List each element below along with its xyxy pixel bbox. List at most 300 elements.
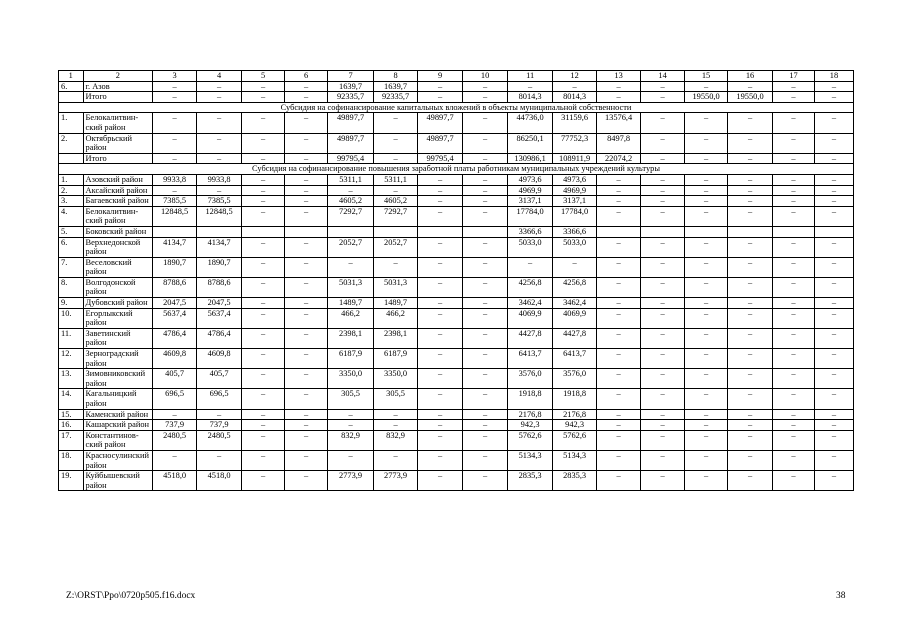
value-cell: – (773, 133, 815, 153)
value-cell: – (728, 206, 773, 226)
value-cell: 1890,7 (153, 257, 197, 277)
row-number-cell: 2. (59, 133, 84, 153)
value-cell: – (814, 430, 853, 450)
value-cell: 49897,7 (418, 113, 463, 133)
value-cell: 4786,4 (153, 328, 197, 348)
value-cell: – (728, 81, 773, 92)
value-cell: – (418, 185, 463, 196)
value-cell: – (285, 450, 328, 470)
value-cell: – (242, 153, 285, 164)
value-cell: – (814, 277, 853, 297)
value-cell: 6413,7 (508, 349, 553, 369)
value-cell: 5762,6 (553, 430, 597, 450)
row-number-cell: 10. (59, 308, 84, 328)
column-number-cell: 17 (773, 71, 815, 82)
value-cell: – (197, 92, 242, 103)
value-cell: – (328, 409, 374, 420)
value-cell: – (641, 471, 685, 491)
value-cell: 5134,3 (553, 450, 597, 470)
value-cell: – (685, 389, 728, 409)
value-cell: – (153, 133, 197, 153)
value-cell: 8014,3 (508, 92, 553, 103)
value-cell: 2047,5 (197, 298, 242, 309)
value-cell: – (242, 277, 285, 297)
value-cell: – (685, 450, 728, 470)
value-cell: – (285, 237, 328, 257)
value-cell: 4518,0 (197, 471, 242, 491)
table-row (59, 174, 854, 185)
value-cell: – (814, 389, 853, 409)
value-cell: – (418, 349, 463, 369)
value-cell: 2047,5 (153, 298, 197, 309)
value-cell: – (597, 237, 641, 257)
value-cell: 696,5 (153, 389, 197, 409)
column-number-cell: 3 (153, 71, 197, 82)
table-row (59, 349, 854, 369)
value-cell: 942,3 (553, 420, 597, 431)
value-cell: – (685, 298, 728, 309)
value-cell: 19550,0 (728, 92, 773, 103)
value-cell: – (597, 257, 641, 277)
value-cell: – (685, 349, 728, 369)
value-cell: 2773,9 (374, 471, 418, 491)
value-cell: – (728, 185, 773, 196)
value-cell: – (728, 420, 773, 431)
value-cell: 19550,0 (685, 92, 728, 103)
value-cell: – (641, 409, 685, 420)
row-number-cell: 3. (59, 196, 84, 207)
value-cell: – (597, 430, 641, 450)
value-cell: – (242, 328, 285, 348)
value-cell: – (814, 308, 853, 328)
column-number-row (59, 71, 854, 82)
row-number-cell: 9. (59, 298, 84, 309)
district-name-cell: Дубовский район (83, 298, 153, 309)
row-number-cell: 19. (59, 471, 84, 491)
section-title: Субсидия на софинансирование капитальных вложений в объекты муниципальной собственности (59, 102, 854, 113)
value-cell: – (285, 81, 328, 92)
value-cell: – (463, 328, 508, 348)
value-cell: – (285, 133, 328, 153)
value-cell: – (374, 409, 418, 420)
value-cell: – (374, 185, 418, 196)
total-row (59, 92, 854, 103)
value-cell: – (814, 206, 853, 226)
value-cell: – (197, 409, 242, 420)
value-cell: – (463, 237, 508, 257)
row-number-cell: 1. (59, 174, 84, 185)
value-cell: – (463, 206, 508, 226)
table-row (59, 206, 854, 226)
value-cell: 13576,4 (597, 113, 641, 133)
value-cell (153, 226, 197, 237)
value-cell: – (418, 328, 463, 348)
footer-file-path: Z:\ORST\Ppo\0720p505.f16.docx (66, 591, 196, 601)
value-cell: 305,5 (374, 389, 418, 409)
value-cell: – (285, 257, 328, 277)
value-cell: – (773, 185, 815, 196)
value-cell: – (418, 308, 463, 328)
row-number-cell: 12. (59, 349, 84, 369)
value-cell: – (597, 369, 641, 389)
value-cell: – (418, 420, 463, 431)
value-cell: 86250,1 (508, 133, 553, 153)
value-cell (418, 226, 463, 237)
value-cell: – (773, 409, 815, 420)
value-cell: – (463, 92, 508, 103)
value-cell: – (242, 113, 285, 133)
value-cell: 305,5 (328, 389, 374, 409)
value-cell: 5134,3 (508, 450, 553, 470)
row-number-cell: 11. (59, 328, 84, 348)
value-cell: – (597, 328, 641, 348)
value-cell: – (814, 257, 853, 277)
value-cell: 4256,8 (508, 277, 553, 297)
value-cell: 3462,4 (508, 298, 553, 309)
value-cell: – (685, 257, 728, 277)
value-cell: – (374, 257, 418, 277)
value-cell: 6187,9 (328, 349, 374, 369)
value-cell: – (153, 185, 197, 196)
value-cell: – (463, 450, 508, 470)
table-row (59, 257, 854, 277)
value-cell (374, 226, 418, 237)
district-name-cell: Кагальницкий район (83, 389, 153, 409)
value-cell: – (285, 206, 328, 226)
table-row (59, 113, 854, 133)
table-row (59, 185, 854, 196)
value-cell: – (197, 113, 242, 133)
value-cell: – (773, 308, 815, 328)
value-cell: – (773, 237, 815, 257)
value-cell: – (641, 81, 685, 92)
value-cell: 2835,3 (553, 471, 597, 491)
value-cell: – (641, 92, 685, 103)
value-cell: 5637,4 (153, 308, 197, 328)
value-cell: 1639,7 (374, 81, 418, 92)
district-name-cell: Заветинский район (83, 328, 153, 348)
value-cell: 3350,0 (328, 369, 374, 389)
row-number-cell (59, 92, 84, 103)
value-cell: 2835,3 (508, 471, 553, 491)
value-cell: 2480,5 (153, 430, 197, 450)
value-cell: – (418, 277, 463, 297)
value-cell: – (285, 328, 328, 348)
value-cell: – (685, 328, 728, 348)
table-row (59, 420, 854, 431)
value-cell: – (374, 113, 418, 133)
value-cell: – (242, 81, 285, 92)
value-cell: – (597, 420, 641, 431)
value-cell: 832,9 (328, 430, 374, 450)
column-number-cell: 13 (597, 71, 641, 82)
value-cell: – (463, 409, 508, 420)
value-cell: – (685, 185, 728, 196)
value-cell: – (685, 133, 728, 153)
value-cell: 4969,9 (553, 185, 597, 196)
value-cell: – (285, 471, 328, 491)
value-cell: 3350,0 (374, 369, 418, 389)
value-cell: – (641, 113, 685, 133)
value-cell: 12848,5 (197, 206, 242, 226)
value-cell: – (641, 196, 685, 207)
district-name-cell: г. Азов (83, 81, 153, 92)
value-cell (814, 226, 853, 237)
value-cell: 8014,3 (553, 92, 597, 103)
value-cell: – (814, 133, 853, 153)
value-cell: – (153, 409, 197, 420)
value-cell: 4609,8 (197, 349, 242, 369)
column-number-cell: 11 (508, 71, 553, 82)
value-cell: – (641, 430, 685, 450)
value-cell: – (728, 389, 773, 409)
value-cell: – (242, 92, 285, 103)
district-name-cell: Егорлыкский район (83, 308, 153, 328)
value-cell: – (242, 206, 285, 226)
row-number-cell: 8. (59, 277, 84, 297)
value-cell: – (597, 196, 641, 207)
value-cell: – (418, 369, 463, 389)
value-cell: 99795,4 (418, 153, 463, 164)
table-row (59, 389, 854, 409)
value-cell: – (597, 206, 641, 226)
value-cell: 696,5 (197, 389, 242, 409)
value-cell: – (773, 174, 815, 185)
value-cell: – (728, 369, 773, 389)
value-cell: – (463, 81, 508, 92)
value-cell: – (285, 174, 328, 185)
value-cell: – (641, 277, 685, 297)
district-name-cell: Белокалитвин-ский район (83, 206, 153, 226)
value-cell: – (597, 409, 641, 420)
value-cell: – (728, 450, 773, 470)
value-cell: 7292,7 (374, 206, 418, 226)
district-name-cell: Константинов-ский район (83, 430, 153, 450)
value-cell: 12848,5 (153, 206, 197, 226)
district-name-cell: Аксайский район (83, 185, 153, 196)
value-cell: 832,9 (374, 430, 418, 450)
value-cell: 108911,9 (553, 153, 597, 164)
value-cell: – (285, 92, 328, 103)
value-cell: 3366,6 (508, 226, 553, 237)
value-cell: 4069,9 (508, 308, 553, 328)
value-cell (773, 226, 815, 237)
value-cell: – (463, 185, 508, 196)
value-cell: – (641, 389, 685, 409)
value-cell: – (463, 471, 508, 491)
value-cell (285, 226, 328, 237)
value-cell: – (814, 328, 853, 348)
value-cell: – (463, 430, 508, 450)
value-cell: – (153, 113, 197, 133)
value-cell: – (328, 185, 374, 196)
value-cell: – (242, 237, 285, 257)
row-number-cell: 6. (59, 237, 84, 257)
district-name-cell: Волгодонской район (83, 277, 153, 297)
value-cell: 3576,0 (508, 369, 553, 389)
total-row (59, 153, 854, 164)
value-cell: – (641, 369, 685, 389)
value-cell: – (374, 153, 418, 164)
value-cell: – (597, 389, 641, 409)
table-row (59, 471, 854, 491)
value-cell: – (418, 81, 463, 92)
column-number-cell: 7 (328, 71, 374, 82)
value-cell: – (463, 174, 508, 185)
value-cell: – (773, 450, 815, 470)
value-cell: – (685, 174, 728, 185)
value-cell: 466,2 (328, 308, 374, 328)
value-cell: – (814, 471, 853, 491)
value-cell: – (641, 153, 685, 164)
value-cell: – (242, 389, 285, 409)
value-cell: 5637,4 (197, 308, 242, 328)
value-cell: – (685, 81, 728, 92)
value-cell: – (242, 308, 285, 328)
value-cell: 2052,7 (328, 237, 374, 257)
column-number-cell: 18 (814, 71, 853, 82)
value-cell: – (814, 409, 853, 420)
district-name-cell: Каменский район (83, 409, 153, 420)
value-cell: – (153, 153, 197, 164)
value-cell: 1890,7 (197, 257, 242, 277)
value-cell: – (242, 196, 285, 207)
value-cell: – (814, 369, 853, 389)
value-cell: – (773, 420, 815, 431)
value-cell (328, 226, 374, 237)
value-cell: – (418, 298, 463, 309)
value-cell: – (685, 308, 728, 328)
value-cell: 942,3 (508, 420, 553, 431)
column-number-cell: 16 (728, 71, 773, 82)
value-cell: – (641, 185, 685, 196)
value-cell: – (285, 298, 328, 309)
district-name-cell: Октябрьский район (83, 133, 153, 153)
table-row (59, 308, 854, 328)
row-number-cell: 14. (59, 389, 84, 409)
value-cell: – (728, 196, 773, 207)
value-cell: – (773, 81, 815, 92)
value-cell: 4969,9 (508, 185, 553, 196)
value-cell: – (773, 257, 815, 277)
column-number-cell: 2 (83, 71, 153, 82)
value-cell: – (773, 92, 815, 103)
value-cell (728, 226, 773, 237)
value-cell: – (685, 153, 728, 164)
value-cell: – (685, 113, 728, 133)
value-cell: – (728, 298, 773, 309)
value-cell: – (814, 298, 853, 309)
value-cell: 49897,7 (418, 133, 463, 153)
value-cell: 4973,6 (553, 174, 597, 185)
value-cell: – (374, 420, 418, 431)
value-cell: 7385,5 (153, 196, 197, 207)
value-cell: – (641, 206, 685, 226)
value-cell: – (242, 174, 285, 185)
value-cell: 3462,4 (553, 298, 597, 309)
value-cell: – (418, 237, 463, 257)
column-number-cell: 14 (641, 71, 685, 82)
budget-table (58, 70, 854, 491)
value-cell: – (374, 133, 418, 153)
value-cell: – (508, 81, 553, 92)
value-cell: 8788,6 (153, 277, 197, 297)
value-cell: 405,7 (197, 369, 242, 389)
value-cell: 1489,7 (328, 298, 374, 309)
value-cell: – (463, 196, 508, 207)
column-number-cell: 6 (285, 71, 328, 82)
value-cell: – (285, 277, 328, 297)
value-cell: – (374, 450, 418, 470)
value-cell: – (418, 257, 463, 277)
value-cell: – (597, 92, 641, 103)
value-cell (597, 226, 641, 237)
value-cell: – (463, 113, 508, 133)
value-cell: – (197, 81, 242, 92)
row-number-cell: 7. (59, 257, 84, 277)
value-cell: – (597, 174, 641, 185)
value-cell: – (285, 369, 328, 389)
value-cell: 9933,8 (153, 174, 197, 185)
district-name-cell: Белокалитвин-ский район (83, 113, 153, 133)
value-cell: – (641, 308, 685, 328)
value-cell: – (814, 420, 853, 431)
section-header-row (59, 102, 854, 113)
value-cell: – (285, 409, 328, 420)
value-cell: – (197, 153, 242, 164)
value-cell: – (773, 206, 815, 226)
value-cell: 3137,1 (553, 196, 597, 207)
value-cell: 2052,7 (374, 237, 418, 257)
value-cell: 9933,8 (197, 174, 242, 185)
value-cell: 17784,0 (508, 206, 553, 226)
value-cell: – (285, 420, 328, 431)
row-number-cell: 18. (59, 450, 84, 470)
district-name-cell: Верхнедонской район (83, 237, 153, 257)
value-cell: – (814, 349, 853, 369)
value-cell: – (418, 471, 463, 491)
row-number-cell: 1. (59, 113, 84, 133)
value-cell: – (814, 237, 853, 257)
table-row (59, 369, 854, 389)
value-cell: – (728, 308, 773, 328)
value-cell: 4069,9 (553, 308, 597, 328)
value-cell: 3576,0 (553, 369, 597, 389)
value-cell: 405,7 (153, 369, 197, 389)
value-cell: – (685, 206, 728, 226)
value-cell: 4973,6 (508, 174, 553, 185)
value-cell: – (773, 471, 815, 491)
page-number: 38 (836, 591, 846, 601)
value-cell: – (597, 471, 641, 491)
value-cell: – (814, 196, 853, 207)
district-name-cell: Куйбышевский район (83, 471, 153, 491)
value-cell: 2398,1 (328, 328, 374, 348)
value-cell: – (814, 81, 853, 92)
value-cell: – (728, 174, 773, 185)
row-number-cell: 15. (59, 409, 84, 420)
value-cell: 1489,7 (374, 298, 418, 309)
value-cell: 49897,7 (328, 133, 374, 153)
value-cell: 7292,7 (328, 206, 374, 226)
district-name-cell: Красносулинский район (83, 450, 153, 470)
value-cell: – (242, 349, 285, 369)
value-cell: – (728, 430, 773, 450)
value-cell: – (285, 430, 328, 450)
value-cell: 4256,8 (553, 277, 597, 297)
table-row (59, 226, 854, 237)
table-row (59, 328, 854, 348)
